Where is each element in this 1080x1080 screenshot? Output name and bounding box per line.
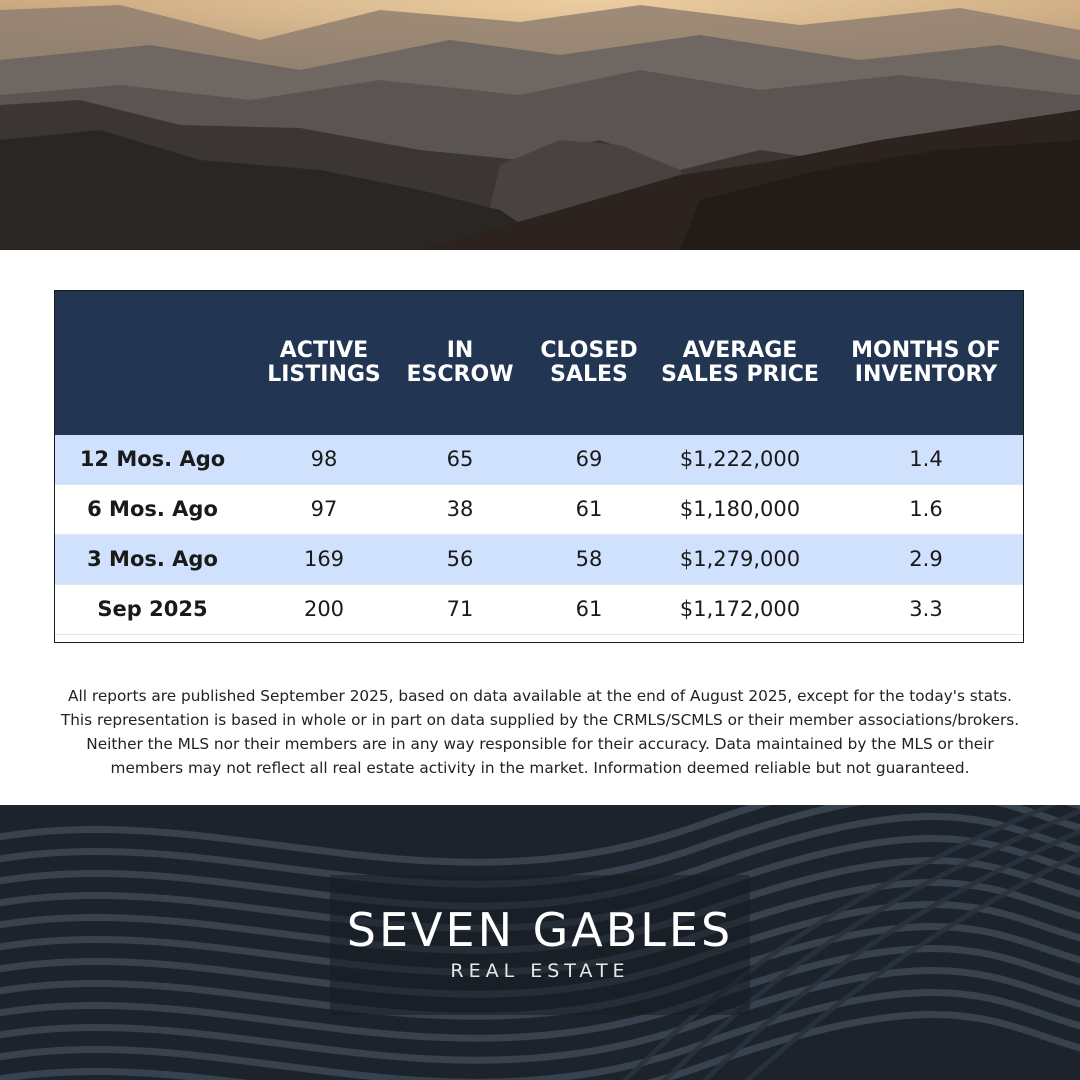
cell-in-escrow: 38 (446, 497, 474, 521)
row-label: Sep 2025 (97, 597, 208, 621)
cell-in-escrow: 65 (446, 447, 474, 471)
header-months-of-inventory: MONTHS OF INVENTORY (851, 338, 1001, 387)
cell-months-of-inventory: 3.3 (909, 597, 943, 621)
footer-banner (0, 805, 1080, 1080)
brand-subtitle: REAL ESTATE (450, 960, 630, 982)
cell-in-escrow: 56 (446, 547, 474, 571)
cell-closed-sales: 61 (575, 597, 603, 621)
cell-average-sales-price: $1,222,000 (679, 447, 801, 471)
table-header (55, 291, 1023, 435)
row-label: 6 Mos. Ago (87, 497, 218, 521)
market-stats-table (54, 290, 1024, 643)
disclaimer-text: All reports are published September 2025, based on data available at the end of August 2025, except for the today's stats. This representation is based in whole or in part on data supplied by the CRMLS/SCMLS or their member associations/brokers. Neither the MLS nor their members are in any way responsible for their accuracy. Data maintained by the MLS or their members may not reflect all real estate activity in the market. Information deemed reliable but not guaranteed. (60, 687, 1020, 777)
cell-active-listings: 98 (310, 447, 338, 471)
cell-months-of-inventory: 2.9 (909, 547, 943, 571)
cell-closed-sales: 61 (575, 497, 603, 521)
cell-closed-sales: 58 (575, 547, 603, 571)
header-closed-sales: CLOSED SALES (540, 338, 638, 387)
header-average-sales-price: AVERAGE SALES PRICE (661, 338, 819, 387)
cell-active-listings: 200 (303, 597, 345, 621)
table-row (55, 485, 1023, 535)
cell-average-sales-price: $1,180,000 (679, 497, 801, 521)
row-label: 3 Mos. Ago (87, 547, 218, 571)
cell-closed-sales: 69 (575, 447, 603, 471)
brand-name: SEVEN GABLES (346, 903, 734, 957)
table-row (55, 435, 1023, 485)
hero-mountain-image (0, 0, 1080, 250)
cell-active-listings: 169 (303, 547, 345, 571)
cell-months-of-inventory: 1.6 (909, 497, 943, 521)
row-label: 12 Mos. Ago (79, 447, 226, 471)
cell-active-listings: 97 (310, 497, 338, 521)
cell-average-sales-price: $1,279,000 (679, 547, 801, 571)
cell-months-of-inventory: 1.4 (909, 447, 943, 471)
table-row (55, 535, 1023, 585)
header-active-listings: ACTIVE LISTINGS (267, 338, 381, 387)
cell-in-escrow: 71 (446, 597, 474, 621)
header-in-escrow: IN ESCROW (406, 338, 514, 387)
table-row (55, 585, 1023, 635)
cell-average-sales-price: $1,172,000 (679, 597, 801, 621)
